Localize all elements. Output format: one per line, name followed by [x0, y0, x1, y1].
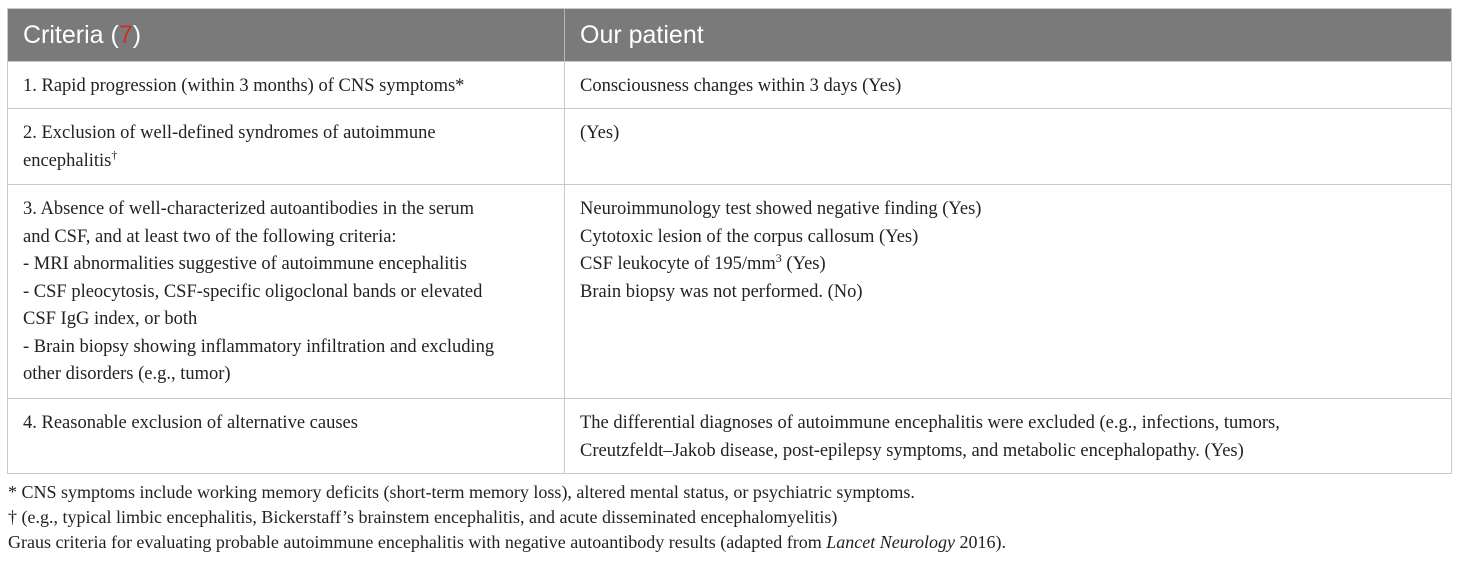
patient-cell — [565, 185, 1451, 398]
criteria-table — [7, 8, 1452, 474]
criteria-line: 4. Reasonable exclusion of alternative causes — [23, 413, 358, 433]
header-criteria-label: Criteria ( — [23, 21, 119, 49]
criteria-line: and CSF, and at least two of the following criteria: — [23, 226, 397, 247]
patient-line: The differential diagnoses of autoimmune encephalitis were excluded (e.g., infections, tumors, — [580, 413, 1280, 433]
criteria-cell — [8, 109, 565, 184]
reference-link[interactable]: 7 — [118, 21, 133, 49]
header-criteria-close: ) — [132, 21, 142, 49]
criteria-line: - Brain biopsy showing inflammatory infiltration and excluding — [23, 336, 495, 357]
footnote-asterisk: * CNS symptoms include working memory deficits (short-term memory loss), altered mental status, or psychiatric symptoms. — [8, 482, 915, 502]
table-row — [8, 398, 1451, 473]
patient-line — [580, 251, 1436, 279]
caption-journal: Lancet Neurology — [826, 532, 956, 552]
header-our-patient: Our patient — [580, 21, 704, 49]
patient-line: Neuroimmunology test showed negative finding (Yes) — [580, 199, 982, 219]
superscript: 3 — [775, 251, 782, 265]
criteria-cell — [8, 62, 565, 108]
patient-line: Creutzfeldt–Jakob disease, post-epilepsy symptoms, and metabolic encephalopathy. (Yes) — [580, 440, 1244, 461]
criteria-line: - MRI abnormalities suggestive of autoimmune encephalitis — [23, 254, 467, 274]
dagger-footnote-mark: † — [111, 147, 118, 162]
criteria-line: CSF IgG index, or both — [23, 309, 198, 329]
criteria-line: 2. Exclusion of well-defined syndromes of autoimmune — [23, 123, 436, 143]
table-row — [8, 184, 1451, 398]
patient-line: Brain biopsy was not performed. (No) — [580, 281, 863, 302]
caption-text: Graus criteria for evaluating probable autoimmune encephalitis with negative autoantibody results (adapted from — [8, 532, 827, 552]
table-row — [8, 61, 1451, 108]
criteria-text: encephalitis — [23, 150, 112, 171]
patient-text: (Yes) — [781, 254, 826, 274]
header-criteria — [8, 9, 565, 61]
criteria-line — [23, 148, 549, 176]
patient-cell — [565, 399, 1451, 473]
patient-line: Cytotoxic lesion of the corpus callosum (Yes) — [580, 226, 919, 247]
table-caption — [8, 530, 1006, 555]
table-row — [8, 108, 1451, 184]
criteria-cell — [8, 399, 565, 473]
patient-cell — [565, 62, 1451, 108]
patient-cell — [565, 109, 1451, 184]
criteria-line: 3. Absence of well-characterized autoantibodies in the serum — [23, 199, 475, 219]
caption-text-end: 2016). — [955, 532, 1007, 552]
footnote-dagger: † (e.g., typical limbic encephalitis, Bickerstaff’s brainstem encephalitis, and acute disseminated encephalomyelitis) — [8, 507, 838, 527]
table-footnotes — [8, 480, 1006, 555]
criteria-line: 1. Rapid progression (within 3 months) of CNS symptoms* — [23, 76, 465, 96]
patient-line: (Yes) — [580, 123, 620, 143]
patient-text: CSF leukocyte of 195/mm — [580, 254, 776, 274]
criteria-line: - CSF pleocytosis, CSF-specific oligoclonal bands or elevated — [23, 281, 483, 302]
patient-line: Consciousness changes within 3 days (Yes) — [580, 76, 902, 96]
table-header — [8, 9, 1451, 61]
criteria-cell — [8, 185, 565, 398]
criteria-line: other disorders (e.g., tumor) — [23, 364, 231, 384]
